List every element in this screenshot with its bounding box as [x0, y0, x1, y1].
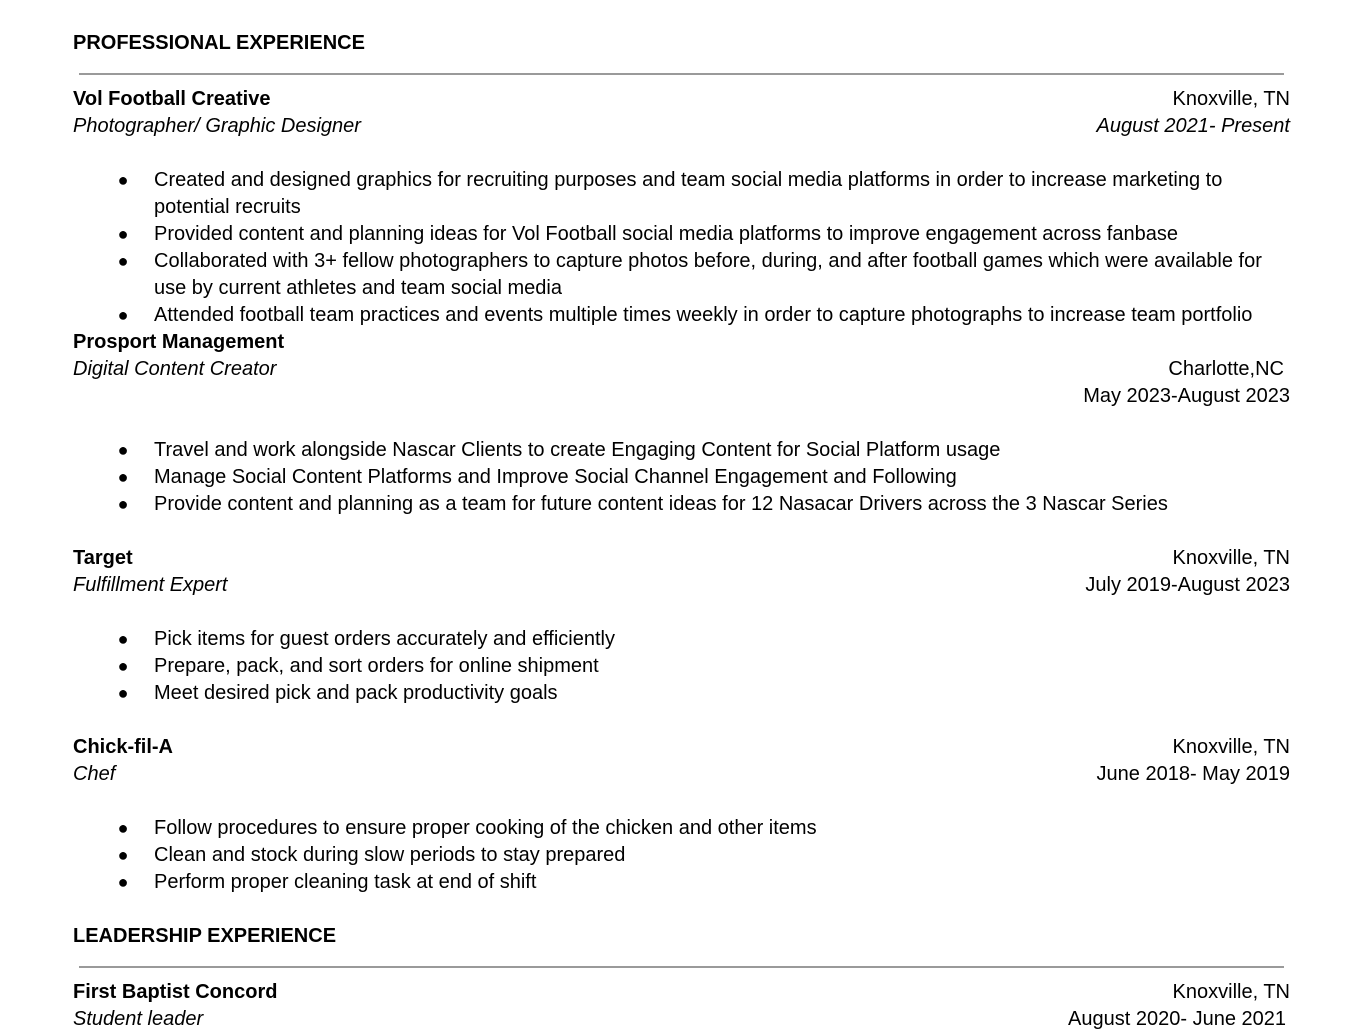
job-location: Knoxville, TN — [1172, 88, 1290, 110]
job-header-row — [73, 86, 1290, 113]
list-item — [73, 626, 1290, 653]
spacer — [73, 140, 1290, 167]
leadership-role-row — [73, 1006, 1290, 1033]
list-item — [73, 869, 1290, 896]
job-entry — [73, 86, 1290, 329]
list-item — [73, 464, 1290, 491]
job-role-row — [73, 356, 1290, 383]
job-bullet-list — [73, 626, 1290, 707]
section-divider — [79, 73, 1284, 75]
spacer — [73, 788, 1290, 815]
bullet-text: Clean and stock during slow periods to stay prepared — [154, 844, 626, 866]
bullet-text: Follow procedures to ensure proper cooking of the chicken and other items — [154, 817, 817, 839]
list-item — [73, 491, 1290, 518]
spacer — [73, 410, 1290, 437]
job-role: Fulfillment Expert — [73, 574, 228, 596]
list-item — [73, 842, 1290, 869]
bullet-text: Provide content and planning as a team for future content ideas for 12 Nasacar Drivers across the 3 Nascar Series — [154, 493, 1168, 515]
bullet-text: Prepare, pack, and sort orders for online shipment — [154, 655, 599, 677]
job-header-row — [73, 734, 1290, 761]
bullet-icon: ● — [117, 818, 129, 838]
job-role: Photographer/ Graphic Designer — [73, 115, 361, 137]
list-item — [73, 437, 1290, 464]
spacer — [73, 518, 1290, 545]
bullet-icon: ● — [117, 683, 129, 703]
bullet-text: Meet desired pick and pack productivity goals — [154, 682, 558, 704]
job-role: Chef — [73, 763, 116, 785]
spacer — [73, 707, 1290, 734]
job-header-row — [73, 329, 1290, 356]
leadership-header-row — [73, 979, 1290, 1006]
leadership-dates: August 2020- June 2021 — [1068, 1008, 1286, 1030]
job-role-row — [73, 113, 1290, 140]
job-dates: June 2018- May 2019 — [1096, 763, 1290, 785]
bullet-text: Created and designed graphics for recruiting purposes and team social media platforms in order to increase marketing to potential recruits — [154, 169, 1223, 218]
job-dates: August 2021- Present — [1096, 115, 1290, 137]
organization-name: First Baptist Concord — [73, 981, 278, 1003]
company-name: Chick-fil-A — [73, 736, 173, 758]
job-dates: May 2023-August 2023 — [1083, 385, 1290, 407]
bullet-text: Collaborated with 3+ fellow photographers to capture photos before, during, and after football games which were available for use by current athletes and team social media — [154, 250, 1262, 299]
leadership-entry — [73, 979, 1290, 1033]
resume-page — [73, 30, 1290, 1033]
job-header-row — [73, 545, 1290, 572]
bullet-icon: ● — [117, 845, 129, 865]
list-item — [73, 653, 1290, 680]
bullet-icon: ● — [117, 224, 129, 244]
list-item — [73, 680, 1290, 707]
professional-experience-heading: PROFESSIONAL EXPERIENCE — [73, 32, 365, 54]
bullet-icon: ● — [117, 629, 129, 649]
bullet-icon: ● — [117, 440, 129, 460]
job-bullet-list — [73, 815, 1290, 896]
bullet-text: Travel and work alongside Nascar Clients to create Engaging Content for Social Platform usage — [154, 439, 1001, 461]
bullet-icon: ● — [117, 872, 129, 892]
bullet-text: Pick items for guest orders accurately and efficiently — [154, 628, 615, 650]
job-entry — [73, 329, 1290, 545]
bullet-text: Manage Social Content Platforms and Improve Social Channel Engagement and Following — [154, 466, 957, 488]
list-item — [73, 167, 1290, 221]
bullet-text: Perform proper cleaning task at end of shift — [154, 871, 537, 893]
job-role: Digital Content Creator — [73, 358, 277, 380]
bullet-icon: ● — [117, 467, 129, 487]
bullet-icon: ● — [117, 251, 129, 271]
company-name: Vol Football Creative — [73, 88, 271, 110]
bullet-text: Provided content and planning ideas for Vol Football social media platforms to improve engagement across fanbase — [154, 223, 1178, 245]
list-item — [73, 221, 1290, 248]
job-bullet-list — [73, 167, 1290, 329]
spacer — [73, 896, 1290, 923]
job-location: Charlotte,NC — [1168, 358, 1284, 380]
spacer — [73, 599, 1290, 626]
job-role-row — [73, 761, 1290, 788]
bullet-text: Attended football team practices and events multiple times weekly in order to capture photographs to increase team portfolio — [154, 304, 1253, 326]
job-entry — [73, 734, 1290, 923]
job-location: Knoxville, TN — [1172, 736, 1290, 758]
list-item — [73, 248, 1290, 302]
bullet-icon: ● — [117, 656, 129, 676]
leadership-role: Student leader — [73, 1008, 204, 1030]
job-bullet-list — [73, 437, 1290, 518]
bullet-icon: ● — [117, 494, 129, 514]
job-role-row — [73, 572, 1290, 599]
job-location: Knoxville, TN — [1172, 547, 1290, 569]
job-entry — [73, 545, 1290, 734]
leadership-experience-heading: LEADERSHIP EXPERIENCE — [73, 925, 337, 947]
bullet-icon: ● — [117, 170, 129, 190]
list-item — [73, 815, 1290, 842]
section-divider — [79, 966, 1284, 968]
bullet-icon: ● — [117, 305, 129, 325]
company-name: Target — [73, 547, 133, 569]
company-name: Prosport Management — [73, 331, 285, 353]
list-item — [73, 302, 1290, 329]
leadership-location: Knoxville, TN — [1172, 981, 1290, 1003]
job-dates: July 2019-August 2023 — [1085, 574, 1290, 596]
